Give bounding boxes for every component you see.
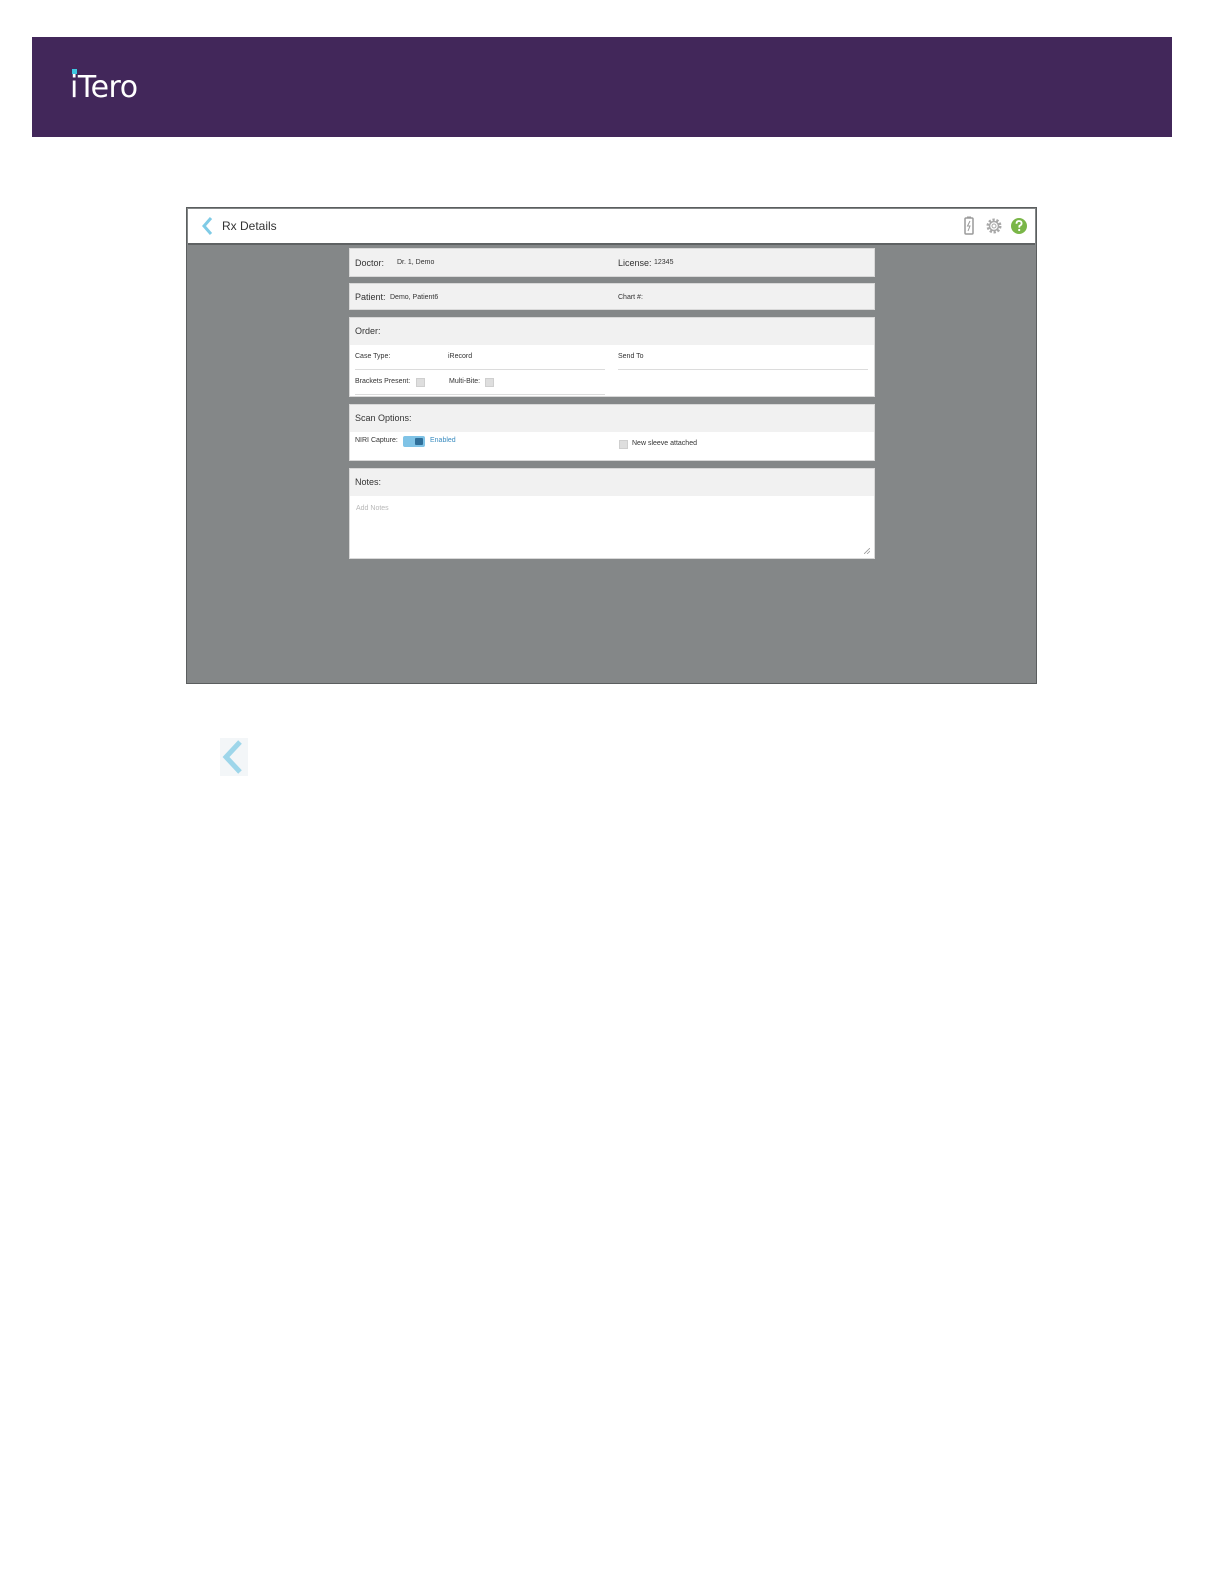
brackets-label: Brackets Present:	[355, 378, 411, 385]
doctor-label: Doctor:	[355, 258, 385, 268]
patient-card	[349, 283, 875, 310]
sleeve-label: New sleeve attached	[632, 440, 697, 447]
doctor-value: Dr. 1, Demo	[397, 259, 435, 266]
back-chevron-icon	[220, 738, 248, 776]
help-icon[interactable]	[1009, 216, 1029, 236]
scan-options-header	[350, 405, 874, 432]
notes-textarea[interactable]	[350, 496, 874, 558]
brackets-underline	[355, 394, 605, 395]
scan-options-card	[349, 404, 875, 461]
page-title: Rx Details	[222, 219, 277, 233]
gear-icon[interactable]	[984, 216, 1004, 236]
notes-placeholder: Add Notes	[356, 505, 389, 512]
multibite-checkbox[interactable]	[485, 378, 494, 387]
order-title: Order:	[355, 326, 381, 336]
document-header	[32, 37, 1172, 137]
notes-header	[350, 469, 874, 496]
multibite-label: Multi-Bite:	[449, 378, 481, 385]
back-button[interactable]	[198, 215, 218, 237]
case-type-underline	[355, 369, 605, 370]
niri-state: Enabled	[430, 437, 456, 444]
send-to-underline	[618, 369, 868, 370]
sleeve-checkbox[interactable]	[619, 440, 628, 449]
rx-details-screen	[186, 207, 1037, 684]
niri-toggle[interactable]	[403, 436, 425, 447]
brackets-checkbox[interactable]	[416, 378, 425, 387]
notes-card	[349, 468, 875, 559]
doctor-card	[349, 248, 875, 277]
case-type-label: Case Type:	[355, 353, 391, 360]
order-card	[349, 317, 875, 397]
app-toolbar	[188, 209, 1035, 245]
resize-grip-icon[interactable]	[864, 548, 870, 554]
chart-label: Chart #:	[618, 294, 643, 301]
license-label: License:	[618, 258, 652, 268]
toggle-knob	[415, 438, 423, 445]
niri-label: NIRI Capture:	[355, 437, 398, 444]
license-value: 12345	[654, 259, 674, 266]
patient-label: Patient:	[355, 292, 386, 302]
order-header	[350, 318, 874, 345]
chevron-left-icon	[198, 215, 218, 237]
send-to-label: Send To	[618, 353, 644, 360]
patient-value: Demo, Patient6	[390, 294, 439, 301]
case-type-value[interactable]: iRecord	[448, 353, 473, 360]
battery-icon	[959, 216, 979, 236]
itero-logo: iTero	[70, 70, 138, 105]
scan-options-title: Scan Options:	[355, 413, 412, 423]
notes-title: Notes:	[355, 477, 382, 487]
